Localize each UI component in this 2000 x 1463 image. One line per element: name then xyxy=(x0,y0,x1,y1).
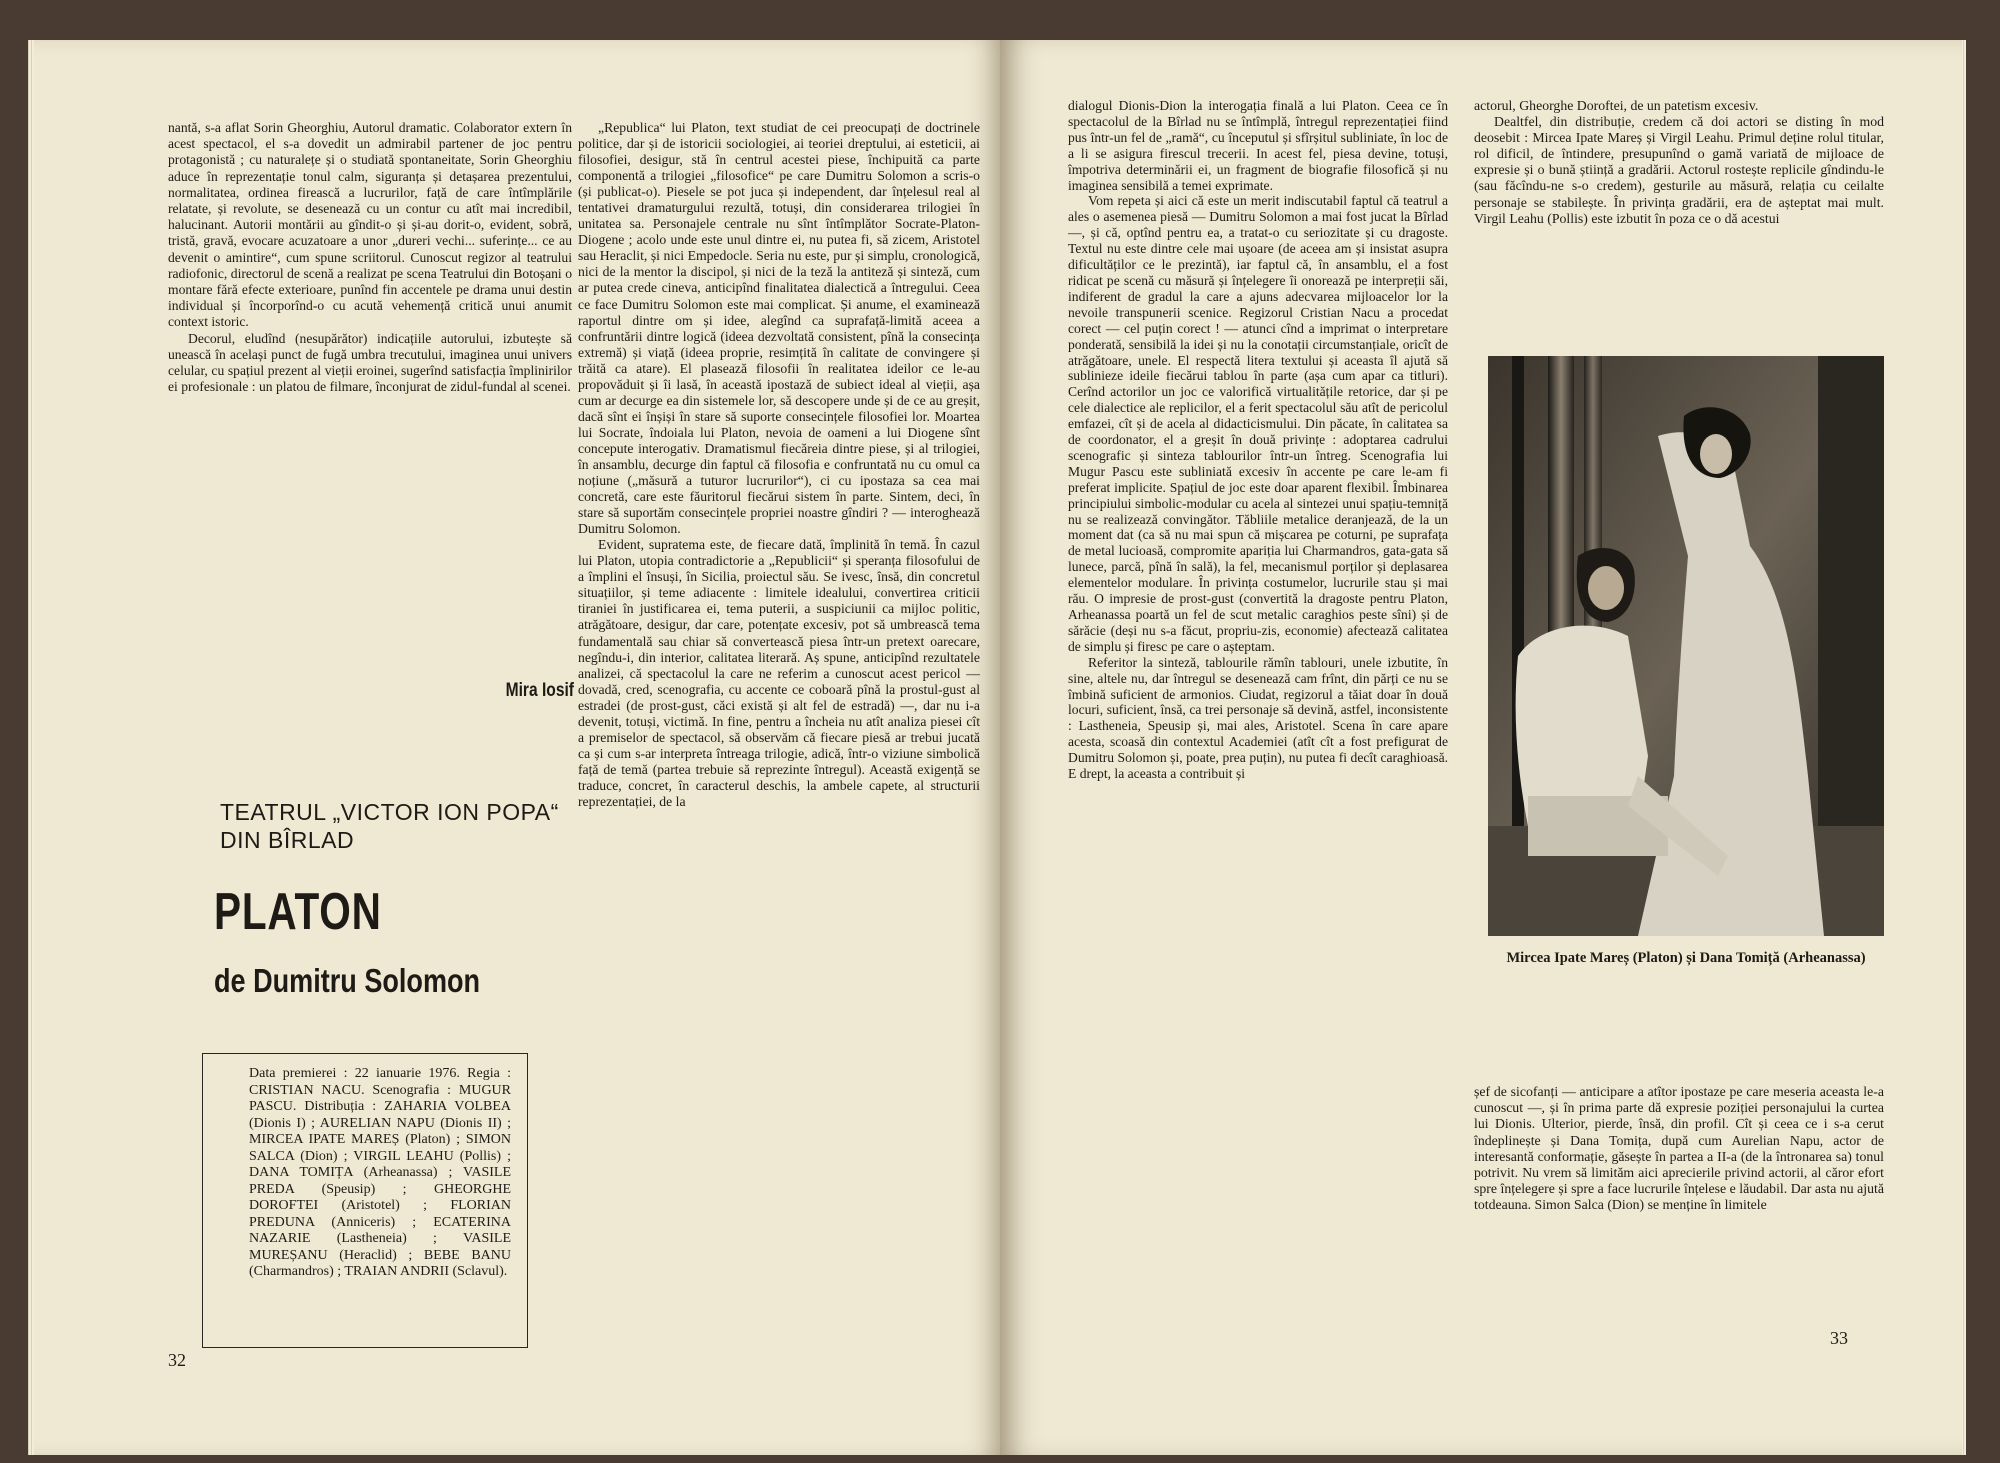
signature: Mira Iosif xyxy=(505,680,574,701)
paragraph: dialogul Dionis-Dion la interogația finală a lui Platon. Ceea ce în spectacolul de la Bîrlad nu se întîmplă, întregul reprezentației fiind pus într-un fel de „ramă“, cu începutul și sfîrșitul subliniate, în loc de a li se asigura firescul trecerii. In acest fel, piesa devine, totuși, împotriva determinării ei, un fragment de biografie filosofică și nu imaginea sensibilă a temei exprimate. xyxy=(1068,98,1448,193)
page-number: 33 xyxy=(1830,1328,1848,1348)
column-1 xyxy=(168,120,572,395)
paragraph: Dealtfel, din distribuție, credem că doi actori se disting în mod deosebit : Mircea Ipate Mareș și Virgil Leahu. Primul deține rolul titular, rol dificil, de întindere, presupunînd o gamă variată de mijloace de expresie și o bună știință a gradării. Actorul rostește replicile gîndindu-le (sau făcîndu-ne s-o credem), gesturile au măsură, relația cu ceilalte personaje se stabilește. În privința gradării, era de așteptat mai mult. Virgil Leahu (Pollis) este izbutit în poza ce o dă acestui xyxy=(1474,114,1884,226)
production-photo xyxy=(1488,356,1884,936)
page-number: 32 xyxy=(168,1350,186,1370)
paragraph: nantă, s-a aflat Sorin Gheorghiu, Autorul dramatic. Colaborator extern în acest spectacol, el s-a dovedit un admirabil partener de joc pentru protagonistă ; cu naturalețe și o studiată spontaneitate, Sorin Gheorghiu aduce în reprezentație tonul calm, siguranța și detașarea prezentului, normalitatea, ordinea firească a lucrurilor, față de care întîmplările relatate, și revolute, se desenează cu un contur cu atît mai incredibil, halucinant. Autorii montării au gîndit-o și și-au dorit-o, evident, sobră, tristă, gravă, evocare acuzatoare a unor „dureri vechi... suferințe... ce au devenit o amintire“, cum spune scriitorul. Cunoscut regizor al teatrului radiofonic, directorul de scenă a realizat pe scena Teatrului din Botoșani o montare fără efecte exterioare, punînd fin accentele pe drama unui destin individual și încorporînd-o cu acută vehemență critică unui anumit context istoric. xyxy=(168,120,572,330)
paragraph: Vom repeta și aici că este un merit indiscutabil faptul că teatrul a ales o asemenea piesă — Dumitru Solomon a mai fost jucat la Bîrlad —, și că, optînd pentru ea, a tratat-o cu seriozitate și cu dragoste. Textul nu este dintre cele mai ușoare (de aceea am și insistat asupra dificultăților ce le prezintă), iar faptul că, în ansamblu, el a fost ridicat pe scenă cu măsură și înțelegere îi onorează pe interpreții săi, indiferent de gradul la care a ajuns adecvarea mijloacelor lor la nevoile transpunerii scenice. Regizorul Cristian Nacu a procedat corect — cel puțin corect ! — atunci cînd a imprimat o interpretare ponderată, sensibilă la idei și nu la conotații circumstanțiale, oricît de atrăgătoare, unele. El respectă litera textului și aceasta îl ajută să sublinieze ideile fiecărui tablou în parte (așa cum apar ca titluri). Cerînd actorilor un joc ce valorifică virtualitățile retorice, dar și pe cele dialectice ale replicilor, el a ferit spectacolul său atît de pericolul emfazei, cît și de acela al didacticismului. Din păcate, în calitatea sa de coordonator, el a greșit în două privințe : adoptarea cadrului scenografic și sinteza tablourilor într-un întreg. Scenografia lui Mugur Pascu este subliniată excesiv în accente pe care le-am fi preferat implicite. Spațiul de joc este doar aparent flexibil. Îmbinarea principiului simbolic-modular cu acela al sintezei unui spațiu-temniță nu se realizează convingător. Tăbliile metalice deranjează, de la un moment dat (ca să nu mai spun că mișcarea pe coturni, pe suprafața de metal lucioasă, compromite apariția lui Charmandros, gata-gata să lunece, parcă, pînă în sală), la fel, mecanismul porților și deplasarea elementelor modulare. În privința costumelor, lucrurile stau și mai rău. O impresie de prost-gust (convertită la dragoste pentru Platon, Arheanassa poartă un fel de scut metalic caraghios peste sîni) și de sărăcie (deși nu s-a făcut, propriu-zis, economie) afectează calitatea de simplu și firesc pe care o așteptam. xyxy=(1068,193,1448,654)
credits-text: Data premierei : 22 ianuarie 1976. Regia : CRISTIAN NACU. Scenografia : MUGUR PASCU. Distribuția : ZAHARIA VOLBEA (Dionis I) ; AURELIAN NAPU (Dionis II) ; MIRCEA IPATE MAREȘ (Platon) ; SIMON SALCA (Dion) ; VIRGIL LEAHU (Pollis) ; DANA TOMIȚA (Arheanassa) ; VASILE PREDA (Speusip) ; GHEORGHE DOROFTEI (Aristotel) ; FLORIAN PREDUNA (Anniceris) ; ECATERINA NAZARIE (Lastheneia) ; VASILE MUREȘANU (Heraclid) ; BEBE BANU (Charmandros) ; TRAIAN ANDRII (Sclavul). xyxy=(249,1066,511,1279)
column-4-top xyxy=(1474,98,1884,227)
column-3 xyxy=(1068,98,1448,782)
paragraph: actorul, Gheorghe Doroftei, de un patetism excesiv. xyxy=(1474,98,1759,113)
left-page xyxy=(34,40,1002,1455)
play-title: PLATON xyxy=(214,883,382,941)
paragraph: Referitor la sinteză, tablourile rămîn tablouri, unele izbutite, în sine, altele nu, dar întregul se desenează cam frînt, din părți ce nu se îmbină suficient de armonios. Ciudat, regizorul a tăiat doar în două locuri, suficient, însă, ca trei personaje să devină, astfel, inconsistente : Lastheneia, Speusip și, mai ales, Aristotel. Scena în care apare acesta, scoasă din contextul Academiei (atît cît a fost prefigurat de Dumitru Solomon și, poate, prea puțin), nu putea fi decît caraghioasă. E drept, la aceasta a contribuit și xyxy=(1068,654,1448,782)
column-2 xyxy=(578,120,980,810)
column-4-bottom xyxy=(1474,1084,1884,1214)
theatre-heading: TEATRUL „VICTOR ION POPA“ DIN BÎRLAD xyxy=(220,799,559,853)
photo-caption: Mircea Ipate Mareș (Platon) și Dana Tomiță (Arheanassa) xyxy=(1506,950,1866,966)
paragraph: șef de sicofanți — anticipare a atîtor ipostaze pe care meseria aceasta le-a cunoscut —, și în prima parte dă expresie poziției personajului la curtea lui Dionis. Ulterior, pierde, însă, din profil. Cît și ceea ce i s-a cerut îndeplinește și Dana Tomița, după cum Aurelian Napu, actor de interesantă conformație, găsește în partea a II-a (de la întronarea sa) tonul potrivit. Nu vrem să limităm aici aprecierile privind actorii, al căror efort spre înțelegere și spre a face lucrurile înțelese e lăudabil. Dar asta nu ajută totdeauna. Simon Salca (Dion) se menține în limitele xyxy=(1474,1084,1884,1213)
credits-box xyxy=(202,1053,528,1348)
right-page xyxy=(1000,40,1962,1455)
paragraph: Decorul, eludînd (nesupărător) indicațiile autorului, izbutește să unească în același punct de fugă umbra trecutului, imaginea unui univers celular, cu spațiul prezent al vieții eroinei, sugerînd satisfacția împlinirilor ei profesionale : un platou de filmare, înconjurat de zidul-fundal al scenei. xyxy=(168,330,572,395)
paragraph: „Republica“ lui Platon, text studiat de cei preocupați de doctrinele politice, dar și de istoricii sociologiei, ai teoriei dreptului, ai esteticii, ai filosofiei, desigur, stă în centrul acestei piese, închipuită ca parte componentă a trilogiei „filosofice“ pe care Dumitru Solomon a scris-o (și publicat-o). Piesele se pot juca și independent, dar înțelesul real al tentativei dramaturgului rezultă, totuși, din considerarea trilogiei în unitatea sa. Personajele centrale nu sînt întîmplător Socrate-Platon-Diogene ; acolo unde este unul dintre ei, nu putea fi, să zicem, Aristotel sau Heraclit, și nici Empedocle. Seria nu este, pur și simplu, cronologică, nici de la mentor la discipol, și nici de la teză la antiteză și sinteză, cum ar putea crede cineva, anticipînd finalitatea dialectică a întregului. Ceea ce face Dumitru Solomon este mai complicat. Și anume, el examinează raportul dintre om și idee, alegînd ca suprafață-limită aceea a confruntării dintre logică (ideea dezvoltată consistent, pînă la consecința extremă) și viață (ideea proprie, resimțită în calitate de convingere și trăită ca atare). El plasează filosofii în realitatea ideilor ce le-au propovăduit și îi lasă, în această ipostază de subiect ideal al vieții, așa cum ar decurge ea din sistemele lor, să descopere unde și de ce au greșit, dacă sînt ei înșiși în stare să suporte consecințele filosofiei lor. Moartea lui Socrate, îndoiala lui Platon, nevoia de oameni a lui Diogene sînt concepute interogativ. Dramatismul fiecăreia dintre piese, și al trilogiei, în ansamblu, decurge din faptul că filosofia e confruntată nu cu omul ca noțiune („măsură a tuturor lucrurilor“), ci cu ipostaza sa cea mai concretă, care este făuritorul fiecărui sistem în parte. Sintem, deci, în stare să suportăm consecințele propriei noastre gîndiri ? — interoghează Dumitru Solomon. xyxy=(578,120,980,537)
play-author: de Dumitru Solomon xyxy=(214,962,481,999)
paragraph: Evident, supratema este, de fiecare dată, împlinită în temă. În cazul lui Platon, utopia contradictorie a „Republicii“ și speranța filosofului de a împlini el însuși, în Sicilia, proiectul său. Se ivesc, însă, din concretul situațiilor, și teme adiacente : limitele idealului, convertirea criticii tiraniei în justificarea ei, tema puterii, a suspiciunii ca mijloc politic, atrăgătoare, desigur, dar care, potențate excesiv, pot să umbrească tema fundamentală sau chiar să convertească piesa într-un pretext oarecare, negîndu-i, din interior, calitatea literară. Aș spune, anticipînd rezultatele analizei, că spectacolul la care ne referim a cunoscut acest pericol — dovadă, cred, scenografia, cu accente ce coboară pînă la prostul-gust al estradei (de prost-gust, căci există și alt fel de estradă) —, dar nu i-a devenit, totuși, victimă. In fine, pentru a încheia nu atît analiza piesei cît a premiselor de spectacol, să observăm că fiecare piesă ar trebui jucată ca și cum s-ar interpreta întreaga trilogie, adică, într-o viziune simbolică față de temă (partea trebuie să reprezinte întregul). Această exigență se traduce, concret, în caracterul deschis, la ambele capete, al structurii reprezentației, de la xyxy=(578,537,980,809)
